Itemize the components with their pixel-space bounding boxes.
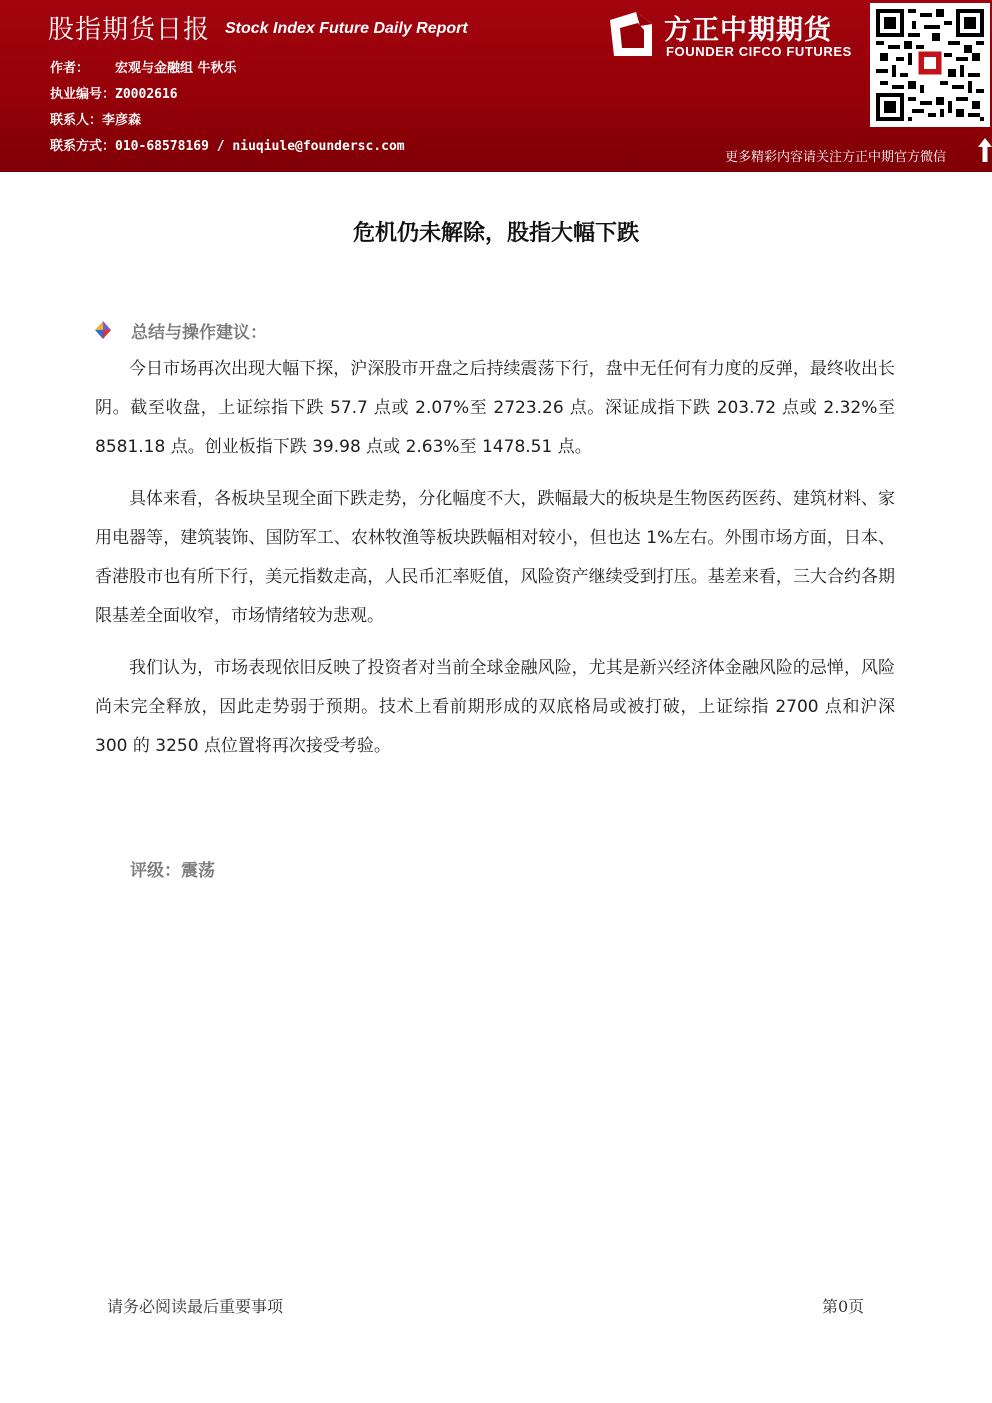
qr-code-icon (876, 9, 984, 121)
contact-info-label: 联系方式： (50, 139, 116, 154)
masthead-en: Stock Index Future Daily Report (225, 20, 468, 37)
company-name-en: FOUNDER CIFCO FUTURES (666, 44, 852, 59)
author-value: 宏观与金融组 牛秋乐 (115, 61, 237, 76)
arrow-up-icon (978, 138, 992, 162)
wechat-qr-code[interactable] (870, 3, 990, 127)
company-name-cn: 方正中期期货 (664, 15, 832, 46)
license-value: Z0002616 (115, 87, 178, 102)
company-logo (606, 8, 866, 64)
masthead-cn: 股指期货日报 (48, 15, 211, 45)
follow-wechat-text: 更多精彩内容请关注方正中期官方微信 (725, 150, 947, 165)
diamond-bullet-icon (93, 320, 113, 340)
contact-value: 李彦森 (102, 113, 142, 128)
founder-logo-icon (606, 10, 658, 60)
author-label: 作者： (50, 61, 90, 76)
footer-notice: 请务必阅读最后重要事项 (107, 1297, 284, 1316)
report-header (0, 0, 992, 172)
article-title: 危机仍未解除，股指大幅下跌 (352, 220, 639, 246)
rating: 评级：震荡 (130, 861, 215, 881)
contact-info-value[interactable]: 010-68578169 / niuqiule@foundersc.com (115, 139, 405, 154)
summary-heading-label: 总结与操作建议： (131, 323, 267, 343)
author-line (50, 57, 237, 76)
paragraph-3: 我们认为，市场表现依旧反映了投资者对当前全球金融风险，尤其是新兴经济体金融风险的忌惮，风险尚未完全释放，因此走势弱于预期。技术上看前期形成的双底格局或被打破，上证综指 2700 点和沪深 300 的 3250 点位置将再次接受考验。 (95, 658, 895, 756)
paragraph-2: 具体来看，各板块呈现全面下跌走势，分化幅度不大，跌幅最大的板块是生物医药医药、建筑材料、家用电器等，建筑装饰、国防军工、农林牧渔等板块跌幅相对较小，但也达 1%左右。外围市场方面，日本、香港股市也有所下行，美元指数走高，人民币汇率贬值，风险资产继续受到打压。基差来看，三大合约各期限基差全面收窄，市场情绪较为悲观。 (95, 489, 895, 626)
license-line (50, 83, 178, 102)
contact-label: 联系人： (50, 113, 103, 128)
page-number: 第0页 (822, 1297, 865, 1316)
contact-line (50, 109, 141, 128)
contact-info-line (50, 135, 405, 154)
license-label: 执业编号： (50, 87, 116, 102)
paragraph-1: 今日市场再次出现大幅下探，沪深股市开盘之后持续震荡下行，盘中无任何有力度的反弹，最终收出长阴。截至收盘，上证综指下跌 57.7 点或 2.07%至 2723.26 点。深证成指下跌 203.72 点或 2.32%至 8581.18 点。创业板指下跌 39.98 点或 2.63%至 1478.51 点。 (95, 359, 895, 457)
